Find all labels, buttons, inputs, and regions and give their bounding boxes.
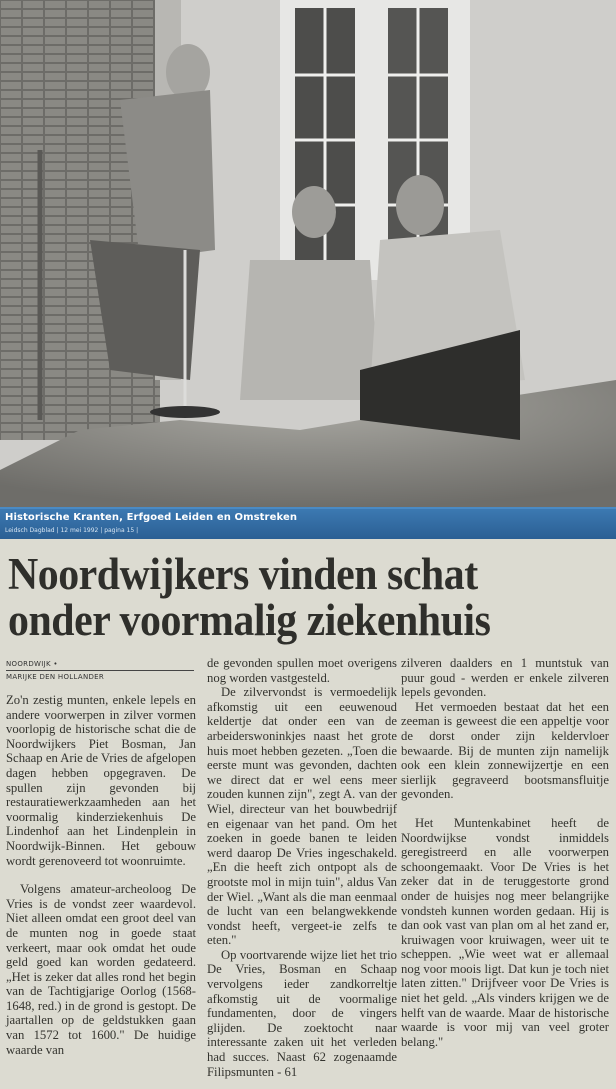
paragraph: Op voortvarende wijze liet het trio De Vries, Bosman en Schaap vervolgens ieder zandkorreltje afkomstig uit de voormalige fundamenten, door de vingers glijden. De zoektocht naar interessante zaken uit het verleden had succes. Naast 62 zogenaamde Filipsmunten - 61: [207, 947, 397, 1079]
article-column-2: [207, 656, 397, 1079]
archive-title[interactable]: Historische Kranten, Erfgoed Leiden en Omstreken: [5, 512, 298, 523]
archive-banner: [0, 507, 616, 539]
paragraph: Het Muntenkabinet heeft de Noordwijkse vondst inmiddels geregistreerd en alle voorwerpen schoongemaakt. Voor De Vries is het zeker dat in de teruggestorte grond onder de huisjes nog meer belangrijke vondsteh kunnen worden gedaan. Hij is dan ook vast van plan om al het zand er, kruiwagen voor kruiwagen, weer uit te scheppen. „Wie weet wat er allemaal nog voor moois ligt. Dat kun je toch niet laten zitten." Drijfveer voor De Vries is niet het geld. „Als vinders krijgen we de helft van de waarde. Maar de historische waarde is voor mij van veel groter belang.": [401, 815, 609, 1049]
source-info: Leidsch Dagblad | 12 mei 1992 | pagina 15 |: [5, 527, 139, 534]
article-column-3: [401, 656, 609, 1049]
byline: MARIJKE DEN HOLLANDER: [6, 673, 105, 681]
headline-line-1: Noordwijkers vinden schat: [8, 549, 478, 599]
dateline-block: [6, 660, 194, 681]
paragraph: zilveren daalders en 1 muntstuk van puur goud - werden er enkele zilveren lepels gevonden.: [401, 656, 609, 700]
dateline: NOORDWIJK •: [6, 660, 194, 671]
article-column-1: [6, 693, 196, 1057]
headline: [8, 551, 566, 643]
photo-image-icon: [0, 0, 616, 508]
paragraph: Volgens amateur-archeoloog De Vries is de vondst zeer waardevol. Niet alleen omdat een groot deel van de munten nog in goede staat verkeert, maar ook omdat het oude geld goed kan worden gedateerd. „Het is zeker dat alles rond het begin van de Tachtigjarige Oorlog (1568-1648, red.) in de grond is gestopt. De jaartallen op de geldstukken gaan van 1572 tot 1600." De huidige waarde van: [6, 882, 196, 1057]
newspaper-article: [0, 539, 616, 1089]
article-photo: [0, 0, 616, 508]
paragraph: De zilvervondst is vermoedelijk afkomstig uit een eeuwenoud keldertje dat onder een van de arbeiderswoninkjes naast het grote huis moet hebben gezeten. „Toen die eerste munt was gevonden, dachten we direct dat er wel eens meer zouden kunnen zijn", zegt A. van der Wiel, directeur van het bouwbedrijf en eigenaar van het pand. Om het zoeken in goede banen te leiden werd daarop De Vries ingeschakeld. „En die heeft zich ontpopt als de grootste mol in mijn tuin", aldus Van der Wiel. „Want als die man eenmaal de lucht van een belangwekkende vondst heeft, vergeet-ie zelfs te eten.": [207, 685, 397, 948]
paragraph: Het vermoeden bestaat dat het een zeeman is geweest die een appeltje voor de dorst onder zijn keldervloer bewaarde. Bij de munten zijn namelijk ook een klein zonnewijzertje en een sierlijk gegraveerd bootsmansfluitje gevonden.: [401, 699, 609, 802]
paragraph: Zo'n zestig munten, enkele lepels en andere voorwerpen in zilver vormen voorlopig de historische schat die de Noordwijkers Piet Bosman, Jan Schaap en Arie de Vries de afgelopen dagen hebben opgegraven. De spullen zijn gevonden bij restauratiewerkzaamheden aan het voormalig kinderziekenhuis De Lindenhof aan het Lindenplein in Noordwijk-Binnen. Het gebouw wordt gerenoveerd tot woonruimte.: [6, 693, 196, 868]
headline-line-2: onder voormalig ziekenhuis: [8, 595, 491, 645]
paragraph: de gevonden spullen moet overigens nog worden vastgesteld.: [207, 656, 397, 685]
